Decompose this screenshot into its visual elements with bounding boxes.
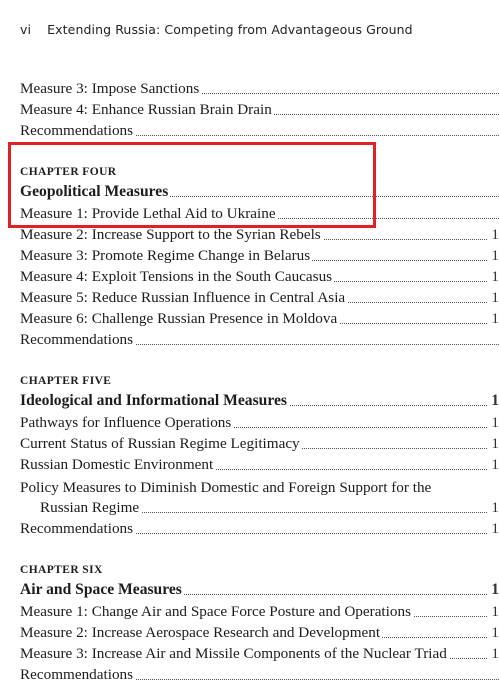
toc-entry[interactable]: Measure 5: Reduce Russian Influence in Central Asia 1 — [20, 289, 499, 306]
toc-entry[interactable]: Measure 1: Change Air and Space Force Posture and Operations 1 — [20, 603, 499, 620]
chapter-label: CHAPTER FIVE — [20, 375, 112, 387]
toc-entry[interactable]: Policy Measures to Diminish Domestic and Foreign Support for the — [20, 479, 432, 496]
page-number: 1 — [488, 601, 499, 622]
chapter-title[interactable]: Geopolitical Measures — [20, 181, 493, 202]
page-number: 1 — [488, 579, 499, 600]
page-number: 1 — [488, 643, 499, 664]
page-number: 1 — [488, 390, 499, 411]
chapter-title[interactable]: Ideological and Informational Measures 1 — [20, 392, 499, 409]
header-page-number: vi — [20, 22, 32, 37]
page-number: 1 — [488, 622, 499, 643]
page-number: 1 — [488, 224, 499, 245]
toc-entry[interactable]: Recommendations — [20, 120, 493, 141]
toc-entry-continuation[interactable]: Russian Regime 1 — [40, 499, 499, 516]
page-number: 1 — [488, 308, 499, 329]
toc-entry[interactable]: Recommendations 1 — [20, 520, 499, 537]
page-number: 1 — [488, 266, 499, 287]
running-header — [20, 22, 413, 37]
toc-entry[interactable]: Measure 6: Challenge Russian Presence in Moldova 1 — [20, 310, 499, 327]
toc-entry[interactable]: Recommendations — [20, 664, 493, 685]
toc-entry[interactable]: Measure 4: Exploit Tensions in the South Caucasus 1 — [20, 268, 499, 285]
toc-entry[interactable]: Measure 3: Promote Regime Change in Belarus 1 — [20, 247, 499, 264]
toc-entry[interactable]: Measure 2: Increase Aerospace Research and Development 1 — [20, 624, 499, 641]
chapter-title[interactable]: Air and Space Measures 1 — [20, 581, 499, 598]
toc-entry[interactable]: Measure 3: Impose Sanctions — [20, 78, 493, 99]
toc-entry[interactable]: Recommendations — [20, 329, 493, 350]
page-number: 1 — [488, 412, 499, 433]
page-number: 1 — [488, 454, 499, 475]
toc-entry[interactable]: Measure 3: Increase Air and Missile Components of the Nuclear Triad 1 — [20, 645, 499, 662]
chapter-label: CHAPTER FOUR — [20, 166, 117, 178]
page-number: 1 — [488, 518, 499, 539]
toc-entry[interactable]: Measure 2: Increase Support to the Syrian Rebels 1 — [20, 226, 499, 243]
page-number: 1 — [488, 287, 499, 308]
toc-entry[interactable]: Measure 1: Provide Lethal Aid to Ukraine — [20, 203, 493, 224]
page-number: 1 — [488, 433, 499, 454]
header-title: Extending Russia: Competing from Advantageous Ground — [47, 22, 413, 37]
toc-entry[interactable]: Measure 4: Enhance Russian Brain Drain — [20, 99, 493, 120]
page-number: 1 — [488, 245, 499, 266]
page-number: 1 — [488, 497, 499, 518]
toc-entry[interactable]: Russian Domestic Environment 1 — [20, 456, 499, 473]
chapter-label: CHAPTER SIX — [20, 564, 103, 576]
toc-entry[interactable]: Current Status of Russian Regime Legitimacy 1 — [20, 435, 499, 452]
toc-entry[interactable]: Pathways for Influence Operations 1 — [20, 414, 499, 431]
